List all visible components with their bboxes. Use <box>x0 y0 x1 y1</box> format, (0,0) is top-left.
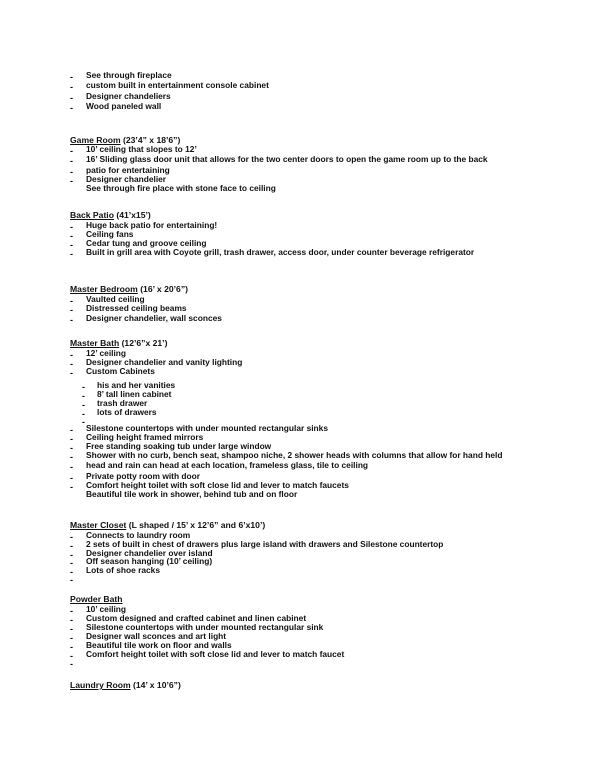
bullet-dash: - <box>70 359 73 369</box>
list-item: 10’ ceiling that slopes to 12’ <box>86 144 197 154</box>
list-item: Ceiling height framed mirrors <box>86 432 204 442</box>
list-item: head and rain can head at each location, frameless glass, tile to ceiling <box>86 460 369 470</box>
section-dimensions: (L shaped / 15’ x 12’6” and 6’x10’) <box>126 520 266 530</box>
bullet-dash: - <box>70 452 73 462</box>
bullet-dash: - <box>70 624 73 634</box>
bullet-dash: - <box>70 462 73 472</box>
intro-item: See through fireplace <box>86 70 172 80</box>
sub-list-item: his and her vanities <box>97 380 176 390</box>
list-item: Cedar tung and groove ceiling <box>86 238 207 248</box>
list-item: Free standing soaking tub under large window <box>86 441 272 451</box>
bullet-dash: - <box>70 532 73 542</box>
list-item: Ceiling fans <box>86 229 134 239</box>
list-item: Designer chandelier, wall sconces <box>86 313 222 323</box>
section-heading-master-closet <box>70 520 265 530</box>
bullet-dash: - <box>70 82 73 92</box>
section-title: Master Closet <box>70 520 127 530</box>
bullet-dash: - <box>70 425 73 435</box>
list-item: See through fire place with stone face to ceiling <box>86 183 276 193</box>
bullet-dash: - <box>70 249 73 259</box>
list-item: Custom designed and crafted cabinet and linen cabinet <box>86 613 307 623</box>
list-item: Designer chandelier over island <box>86 548 213 558</box>
section-dimensions: (12’6”x 21’) <box>119 338 168 348</box>
bullet-dash: - <box>70 615 73 625</box>
list-item: Connects to laundry room <box>86 530 191 540</box>
bullet-dash: - <box>82 400 85 410</box>
list-item: 12’ ceiling <box>86 348 127 358</box>
bullet-dash: - <box>82 417 85 427</box>
sub-list-item: lots of drawers <box>97 407 157 417</box>
section-dimensions: (16’ x 20’6”) <box>137 284 188 294</box>
bullet-dash: - <box>70 443 73 453</box>
list-item: Beautiful tile work in shower, behind tub and on floor <box>86 489 298 499</box>
bullet-dash: - <box>70 93 73 103</box>
list-item: Shower with no curb, bench seat, shampoo niche, 2 shower heads with columns that allow for hand held <box>86 450 503 460</box>
list-item: Comfort height toilet with soft close lid and lever to match faucet <box>86 649 345 659</box>
bullet-dash: - <box>82 391 85 401</box>
bullet-dash: - <box>82 382 85 392</box>
bullet-dash: - <box>70 659 73 669</box>
section-title: Powder Bath <box>70 594 123 604</box>
bullet-dash: - <box>70 633 73 643</box>
bullet-dash: - <box>70 222 73 232</box>
bullet-dash: - <box>70 567 73 577</box>
bullet-dash: - <box>70 651 73 661</box>
list-item: Designer wall sconces and art light <box>86 631 227 641</box>
list-item: Off season hanging (10’ ceiling) <box>86 556 213 566</box>
section-title: Laundry Room <box>70 680 131 690</box>
list-item: Silestone countertops with under mounted rectangular sink <box>86 622 324 632</box>
list-item: 16’ Sliding glass door unit that allows for the two center doors to open the game room up to the back <box>86 154 488 164</box>
list-item: 2 sets of built in chest of drawers plus large island with drawers and Silestone countertop <box>86 539 444 549</box>
bullet-dash: - <box>70 368 73 378</box>
section-heading-back-patio <box>70 210 151 220</box>
list-item: 10’ ceiling <box>86 604 127 614</box>
list-item: Designer chandelier and vanity lighting <box>86 357 243 367</box>
bullet-dash: - <box>70 146 73 156</box>
bullet-dash: - <box>70 72 73 82</box>
bullet-dash: - <box>70 558 73 568</box>
list-item: Vaulted ceiling <box>86 294 145 304</box>
section-dimensions: (23’4” x 18’6”) <box>120 135 181 145</box>
bullet-dash: - <box>82 409 85 419</box>
list-item: Built in grill area with Coyote grill, trash drawer, access door, under counter beverage refrigerator <box>86 247 475 257</box>
section-heading-master-bath <box>70 338 167 348</box>
list-item: Huge back patio for entertaining! <box>86 220 218 230</box>
bullet-dash: - <box>70 575 73 585</box>
list-item: Custom Cabinets <box>86 366 155 376</box>
bullet-dash: - <box>70 550 73 560</box>
list-item: Distressed ceiling beams <box>86 303 187 313</box>
bullet-dash: - <box>70 482 73 492</box>
intro-item: Designer chandeliers <box>86 91 171 101</box>
section-title: Master Bedroom <box>70 284 138 294</box>
intro-item: custom built in entertainment console cabinet <box>86 80 269 90</box>
section-title: Master Bath <box>70 338 120 348</box>
bullet-dash: - <box>70 315 73 325</box>
bullet-dash: - <box>70 350 73 360</box>
list-item: Silestone countertops with under mounted rectangular sinks <box>86 423 328 433</box>
list-item: Lots of shoe racks <box>86 565 161 575</box>
bullet-dash: - <box>70 473 73 483</box>
bullet-dash: - <box>70 156 73 166</box>
bullet-dash: - <box>70 103 73 113</box>
bullet-dash: - <box>70 231 73 241</box>
section-title: Game Room <box>70 135 121 145</box>
list-item: patio for entertaining <box>86 165 170 175</box>
sub-list-item: 8’ tall linen cabinet <box>97 389 172 399</box>
section-heading-powder-bath <box>70 594 123 604</box>
bullet-dash: - <box>70 240 73 250</box>
bullet-dash: - <box>70 434 73 444</box>
bullet-dash: - <box>70 305 73 315</box>
bullet-dash: - <box>70 167 73 177</box>
bullet-dash: - <box>70 176 73 186</box>
sub-list-item: trash drawer <box>97 398 148 408</box>
intro-item: Wood paneled wall <box>86 101 162 111</box>
bullet-dash: - <box>70 642 73 652</box>
bullet-dash: - <box>70 296 73 306</box>
bullet-dash: - <box>70 541 73 551</box>
bullet-dash: - <box>70 606 73 616</box>
section-dimensions: (41’x15’) <box>113 210 151 220</box>
section-title: Back Patio <box>70 210 114 220</box>
list-item: Private potty room with door <box>86 471 200 481</box>
list-item: Designer chandelier <box>86 174 167 184</box>
list-item: Comfort height toilet with soft close lid and lever to match faucets <box>86 480 349 490</box>
section-heading-master-bedroom <box>70 284 188 294</box>
list-item: Beautiful tile work on floor and walls <box>86 640 232 650</box>
section-dimensions: (14’ x 10’6”) <box>130 680 181 690</box>
section-heading-laundry-room <box>70 680 181 690</box>
